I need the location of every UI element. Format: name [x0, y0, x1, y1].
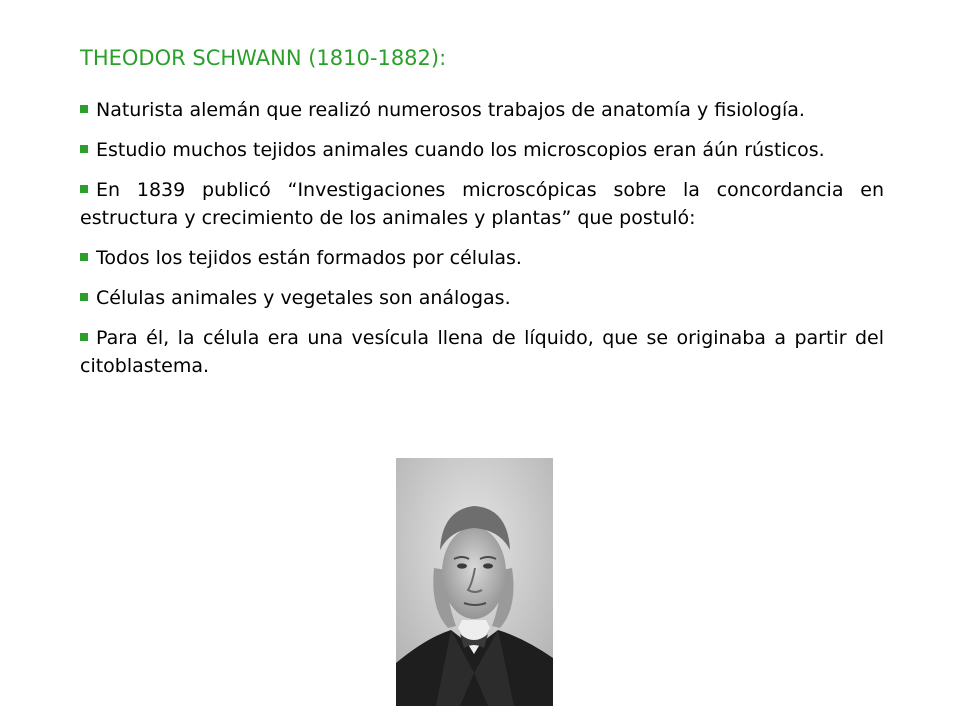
- bullet-item: [80, 136, 884, 164]
- bullet-item: [80, 176, 884, 232]
- bullet-item: [80, 96, 884, 124]
- bullet-text: Todos los tejidos están formados por células.: [96, 247, 522, 269]
- square-bullet-icon: [80, 185, 88, 193]
- portrait-photo-icon: [396, 458, 553, 706]
- square-bullet-icon: [80, 253, 88, 261]
- square-bullet-icon: [80, 105, 88, 113]
- bullet-text: En 1839 publicó “Investigaciones microscópicas sobre la concordancia en estructura y crecimiento de los animales y plantas” que postuló:: [80, 179, 884, 229]
- bullet-text: Células animales y vegetales son análogas.: [96, 287, 511, 309]
- bullet-item: [80, 284, 884, 312]
- bullet-item: [80, 324, 884, 380]
- slide-title: THEODOR SCHWANN (1810-1882):: [80, 46, 447, 70]
- bullet-text: Para él, la célula era una vesícula llena de líquido, que se originaba a partir del citoblastema.: [80, 327, 884, 377]
- square-bullet-icon: [80, 293, 88, 301]
- bullet-item: [80, 244, 884, 272]
- square-bullet-icon: [80, 333, 88, 341]
- bullet-list: [80, 96, 884, 392]
- bullet-text: Naturista alemán que realizó numerosos trabajos de anatomía y fisiología.: [96, 99, 805, 121]
- bullet-text: Estudio muchos tejidos animales cuando los microscopios eran áún rústicos.: [96, 139, 825, 161]
- square-bullet-icon: [80, 145, 88, 153]
